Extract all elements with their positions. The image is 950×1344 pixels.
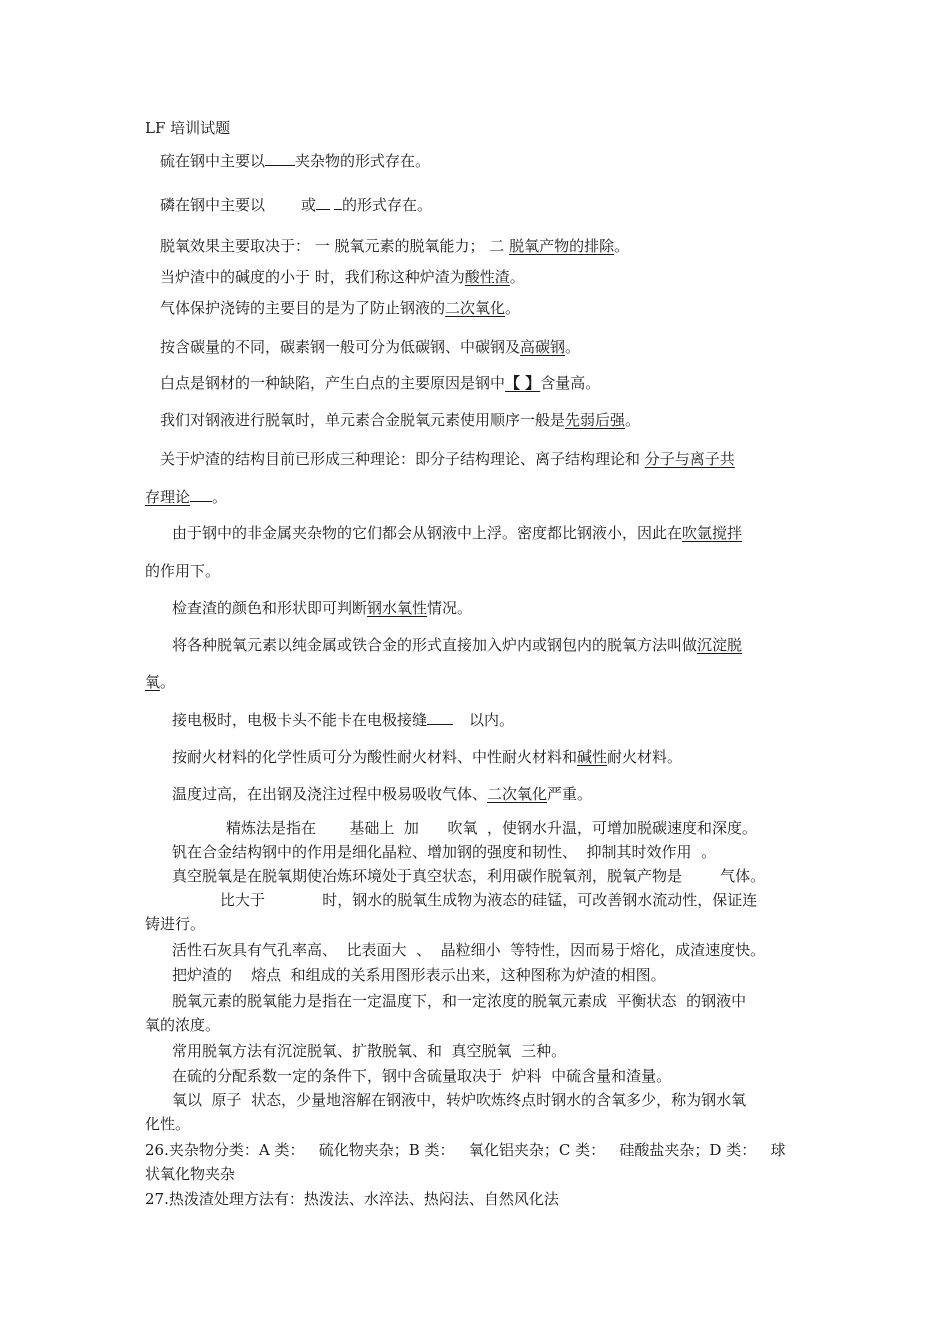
question-19: 活性石灰具有气孔率高、 比表面大 、 晶粒细小 等特性，因而易于熔化，成渣速度快。 xyxy=(172,941,766,959)
question-text: 硫在钢中主要以 xyxy=(160,152,266,170)
question-text: 的形式存在。 xyxy=(342,196,433,214)
question-text: 。 xyxy=(505,299,521,317)
question-text: 耐火材料。 xyxy=(607,748,683,766)
question-text: 按含碳量的不同，碳素钢一般可分为低碳钢、中碳钢及 xyxy=(160,338,521,356)
answer-text: 脱氧产物的排除 xyxy=(509,237,615,255)
question-text: 。 xyxy=(509,268,525,286)
answer-blank xyxy=(427,709,453,725)
question-text: 。 xyxy=(565,338,581,356)
answer-text: 分子与离子共 xyxy=(644,450,735,468)
question-12-line-1 xyxy=(172,635,742,655)
question-8 xyxy=(160,410,640,430)
question-24-line-1: 氧以 原子 状态，少量地溶解在钢液中，转炉吹炼终点时钢水的含氧多少，称为钢水氧 xyxy=(172,1091,747,1109)
answer-text: 先弱后强 xyxy=(565,411,626,429)
question-21-line-1: 脱氧元素的脱氧能力是指在一定温度下，和一定浓度的脱氧元素成 平衡状态 的钢液中 xyxy=(172,992,747,1010)
answer-blank xyxy=(316,194,330,210)
answer-blank xyxy=(334,194,342,210)
question-text: 或 xyxy=(301,196,317,214)
answer-text: 高碳钢 xyxy=(520,338,566,356)
question-17: 钒在合金结构钢中的作用是细化晶粒、增加钢的强度和韧性、 抑制其时效作用 。 xyxy=(172,843,717,861)
question-text: 以内。 xyxy=(469,711,515,729)
answer-text: 【 】 xyxy=(505,374,541,392)
question-16: 精炼法是指在 基础上 加 吹氧 ，使钢水升温，可增加脱碳速度和深度。 xyxy=(226,819,758,837)
question-22: 常用脱氧方法有沉淀脱氧、扩散脱氧、和 真空脱氧 三种。 xyxy=(172,1042,567,1060)
question-text: 温度过高，在出钢及浇注过程中极易吸收气体、 xyxy=(172,785,488,803)
question-3 xyxy=(160,236,629,256)
answer-text: 吹氩搅拌 xyxy=(682,524,743,542)
answer-text: 存理论 xyxy=(145,488,191,506)
question-text: 的作用下。 xyxy=(145,562,221,580)
question-15 xyxy=(172,784,592,804)
question-10-line-2 xyxy=(145,561,220,581)
question-18-line-3: 铸进行。 xyxy=(145,915,206,933)
question-9-line-1 xyxy=(160,449,735,469)
question-text: 严重。 xyxy=(547,785,593,803)
question-5 xyxy=(160,298,520,318)
question-14 xyxy=(172,747,682,767)
question-26-line-1: 26.夹杂物分类：A 类： 硫化物夹杂；B 类： 氧化铝夹杂；C 类： 硅酸盐夹杂；D 类： 球 xyxy=(145,1141,786,1159)
question-4 xyxy=(160,267,525,287)
answer-text: 沉淀脱 xyxy=(697,636,743,654)
question-text: 气体保护浇铸的主要目的是为了防止钢液的 xyxy=(160,299,446,317)
question-text: 接电极时，电极卡头不能卡在电极接缝 xyxy=(172,711,428,729)
answer-text: 二次氧化 xyxy=(445,299,506,317)
question-7 xyxy=(160,373,600,393)
answer-text: 钢水氧性 xyxy=(367,599,428,617)
answer-text: 氧 xyxy=(145,673,161,691)
question-12-line-2 xyxy=(145,672,175,692)
question-text: 按耐火材料的化学性质可分为酸性耐火材料、中性耐火材料和 xyxy=(172,748,578,766)
question-text: 。 xyxy=(625,411,641,429)
answer-blank xyxy=(265,150,295,166)
question-text: 检查渣的颜色和形状即可判断 xyxy=(172,599,368,617)
question-text: 将各种脱氧元素以纯金属或铁合金的形式直接加入炉内或钢包内的脱氧方法叫做 xyxy=(172,636,698,654)
question-text: 。 xyxy=(212,488,228,506)
question-text: 白点是钢材的一种缺陷，产生白点的主要原因是钢中 xyxy=(160,374,506,392)
question-text: 当炉渣中的碱度的小于 时，我们称这种炉渣为 xyxy=(160,268,465,286)
answer-text: 二次氧化 xyxy=(487,785,548,803)
question-text: 情况。 xyxy=(427,599,473,617)
question-text: 。 xyxy=(160,673,176,691)
question-21-line-2: 氧的浓度。 xyxy=(145,1016,221,1034)
question-6 xyxy=(160,337,580,357)
question-13 xyxy=(172,709,514,730)
question-9-line-2 xyxy=(145,486,227,507)
question-text: 我们对钢液进行脱氧时，单元素合金脱氧元素使用顺序一般是 xyxy=(160,411,566,429)
document-title: LF 培训试题 xyxy=(145,119,231,137)
question-27: 27.热泼渣处理方法有：热泼法、水淬法、热闷法、自然风化法 xyxy=(145,1190,559,1208)
question-11 xyxy=(172,598,472,618)
question-text: 夹杂物的形式存在。 xyxy=(295,152,431,170)
question-2 xyxy=(160,194,432,215)
question-text: 由于钢中的非金属夹杂物的它们都会从钢液中上浮。密度都比钢液小，因此在 xyxy=(172,524,683,542)
question-18-line-1: 真空脱氧是在脱氧期使冶炼环境处于真空状态，利用碳作脱氧剂，脱氧产物是 气体。 xyxy=(172,867,766,885)
question-text: 含量高。 xyxy=(540,374,601,392)
question-1 xyxy=(160,150,430,171)
answer-blank xyxy=(190,486,212,502)
question-10-line-1 xyxy=(172,523,742,543)
answer-text: 酸性渣 xyxy=(464,268,510,286)
question-26-line-2: 状氧化物夹杂 xyxy=(145,1165,236,1183)
question-text: 脱氧效果主要取决于： 一 脱氧元素的脱氧能力； 二 xyxy=(160,237,510,255)
question-23: 在硫的分配系数一定的条件下，钢中含硫量取决于 炉料 中硫含量和渣量。 xyxy=(172,1067,672,1085)
question-18-line-2: 比大于 时，钢水的脱氧生成物为液态的硅锰，可改善钢水流动性，保证连 xyxy=(220,891,758,909)
question-text: 。 xyxy=(614,237,630,255)
question-text: 关于炉渣的结构目前已形成三种理论：即分子结构理论、离子结构理论和 xyxy=(160,450,645,468)
answer-text: 碱性 xyxy=(577,748,608,766)
question-24-line-2: 化性。 xyxy=(145,1115,191,1133)
question-text: 磷在钢中主要以 xyxy=(160,196,266,214)
question-20: 把炉渣的 熔点 和组成的关系用图形表示出来，这种图称为炉渣的相图。 xyxy=(172,966,666,984)
